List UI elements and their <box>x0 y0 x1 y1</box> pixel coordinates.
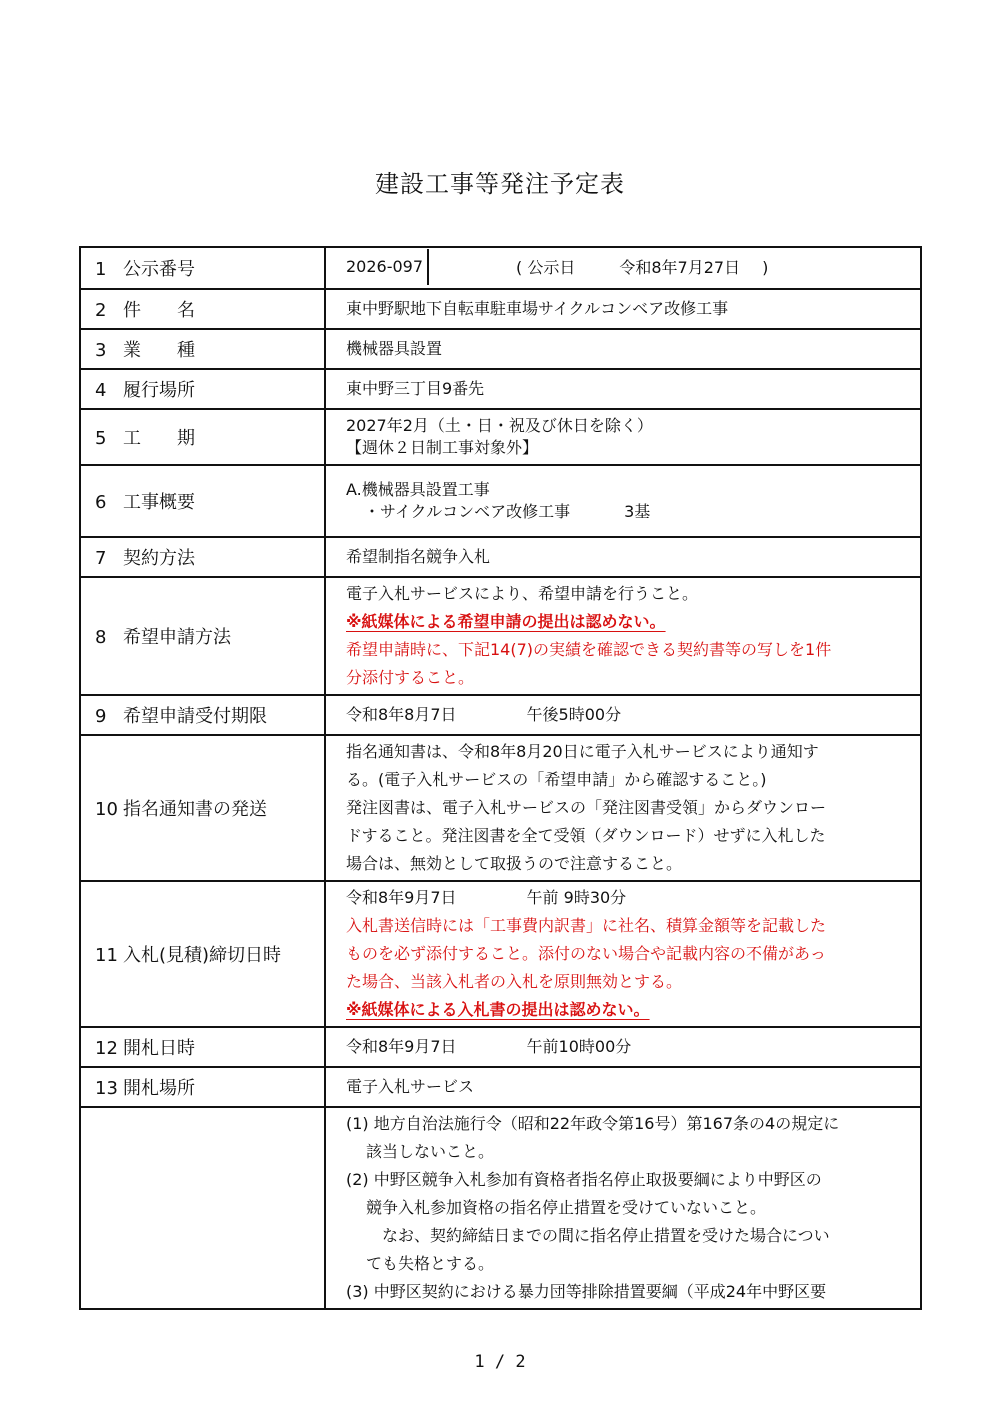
text-line: ものを必ず添付すること。添付のない場合や記載内容の不備があっ <box>346 944 826 963</box>
table-row <box>80 881 921 1027</box>
text-line: ても失格とする。 <box>366 1254 495 1273</box>
row-label-text: 開札日時 <box>123 1038 195 1059</box>
opening-time: 午前10時00分 <box>526 1037 632 1056</box>
table-row <box>80 329 921 369</box>
text-line: 分添付すること。 <box>346 668 475 687</box>
announce-prefix: ( 公示日 <box>516 258 576 277</box>
schedule-table <box>79 246 922 1310</box>
contract-method: 希望制指名競争入札 <box>325 537 921 577</box>
text-line: る。(電子入札サービスの「希望申請」から確認すること。) <box>346 770 767 789</box>
text-line: 該当しないこと。 <box>366 1142 495 1161</box>
row-number: 6 <box>95 492 107 513</box>
row-number: 10 <box>95 799 118 820</box>
summary-quantity: 3基 <box>624 502 651 521</box>
deadline-time: 午後5時00分 <box>526 705 622 724</box>
row-number: 3 <box>95 340 107 361</box>
text-line: ドすること。発注図書を全て受領（ダウンロード）せずに入札した <box>346 826 826 845</box>
text-line: 電子入札サービスにより、希望申請を行うこと。 <box>346 584 699 603</box>
row-number: 2 <box>95 300 107 321</box>
row-number: 8 <box>95 627 107 648</box>
row-label-text: 業 種 <box>123 340 195 361</box>
table-row <box>80 577 921 695</box>
row-label <box>80 247 325 289</box>
period-note: 【週休２日制工事対象外】 <box>346 438 539 457</box>
text-line: (1) 地方自治法施行令（昭和22年政令第16号）第167条の4の規定に <box>346 1114 840 1133</box>
period-line: 2027年2月（土・日・祝及び休日を除く） <box>346 416 653 435</box>
row-label-text: 希望申請受付期限 <box>123 706 267 727</box>
eligibility-conditions <box>325 1107 921 1309</box>
summary-heading: A.機械器具設置工事 <box>346 480 490 499</box>
opening-place: 電子入札サービス <box>325 1067 921 1107</box>
table-row <box>80 695 921 735</box>
table-row <box>80 289 921 329</box>
row-label-text: 件 名 <box>123 300 195 321</box>
row-number: 4 <box>95 380 107 401</box>
page-title: 建設工事等発注予定表 <box>375 170 625 198</box>
work-location: 東中野三丁目9番先 <box>325 369 921 409</box>
warning-text: ※紙媒体による入札書の提出は認めない。 <box>346 1000 650 1019</box>
table-row <box>80 1107 921 1309</box>
row-label-text: 契約方法 <box>123 548 195 569</box>
row-number: 12 <box>95 1038 118 1059</box>
text-line: (3) 中野区契約における暴力団等排除措置要綱（平成24年中野区要 <box>346 1282 827 1301</box>
row-label-text: 希望申請方法 <box>123 627 231 648</box>
project-name: 東中野駅地下自転車駐車場サイクルコンベア改修工事 <box>325 289 921 329</box>
nomination-notice <box>325 735 921 881</box>
table-row <box>80 1027 921 1067</box>
page-number: 1 / 2 <box>474 1352 526 1372</box>
table-row <box>80 247 921 289</box>
text-line: 希望申請時に、下記14(7)の実績を確認できる契約書等の写しを1件 <box>346 640 832 659</box>
text-line: 指名通知書は、令和8年8月20日に電子入札サービスにより通知す <box>346 742 819 761</box>
announce-date <box>516 249 768 287</box>
bid-date: 令和8年9月7日 <box>346 888 457 907</box>
table-row <box>80 537 921 577</box>
table-row <box>80 409 921 465</box>
row-label-text: 公示番号 <box>123 259 195 280</box>
table-row <box>80 735 921 881</box>
row-label-text: 履行場所 <box>123 380 195 401</box>
application-deadline <box>325 695 921 735</box>
text-line: (2) 中野区競争入札参加有資格者指名停止取扱要綱により中野区の <box>346 1170 822 1189</box>
bid-time: 午前 9時30分 <box>526 888 627 907</box>
row-number: 9 <box>95 706 107 727</box>
row-number: 7 <box>95 548 107 569</box>
text-line: た場合、当該入札者の入札を原則無効とする。 <box>346 972 683 991</box>
row-number: 11 <box>95 945 118 966</box>
deadline-date: 令和8年8月7日 <box>346 705 457 724</box>
row-number: 1 <box>95 259 107 280</box>
row-label-text: 工 期 <box>123 428 195 449</box>
text-line: 入札書送信時には「工事費内訳書」に社名、積算金額等を記載した <box>346 916 827 935</box>
table-row <box>80 1067 921 1107</box>
row-number: 13 <box>95 1078 118 1099</box>
announce-suffix: ) <box>762 258 769 277</box>
text-line: 場合は、無効として取扱うので注意すること。 <box>346 854 683 873</box>
row-number: 5 <box>95 428 107 449</box>
industry-type: 機械器具設置 <box>325 329 921 369</box>
announce-date-value: 令和8年7月27日 <box>619 258 741 277</box>
row-label-text: 工事概要 <box>123 492 195 513</box>
row-label-text: 入札(見積)締切日時 <box>123 945 282 966</box>
text-line: 競争入札参加資格の指名停止措置を受けていないこと。 <box>366 1198 767 1217</box>
application-method <box>325 577 921 695</box>
row-label-text: 開札場所 <box>123 1078 195 1099</box>
table-row <box>80 465 921 537</box>
row-label-text: 指名通知書の発送 <box>123 799 267 820</box>
text-line: 発注図書は、電子入札サービスの「発注図書受領」からダウンロー <box>346 798 827 817</box>
summary-item: ・サイクルコンベア改修工事 <box>364 502 571 521</box>
table-row <box>80 369 921 409</box>
text-line: なお、契約締結日までの間に指名停止措置を受けた場合につい <box>382 1226 830 1245</box>
row-label <box>80 1107 325 1309</box>
row-value <box>325 247 921 289</box>
work-period <box>325 409 921 465</box>
opening-datetime <box>325 1027 921 1067</box>
warning-text: ※紙媒体による希望申請の提出は認めない。 <box>346 612 666 631</box>
work-summary <box>325 465 921 537</box>
opening-date: 令和8年9月7日 <box>346 1037 457 1056</box>
notice-number: 2026-097 <box>346 257 424 276</box>
bid-deadline <box>325 881 921 1027</box>
